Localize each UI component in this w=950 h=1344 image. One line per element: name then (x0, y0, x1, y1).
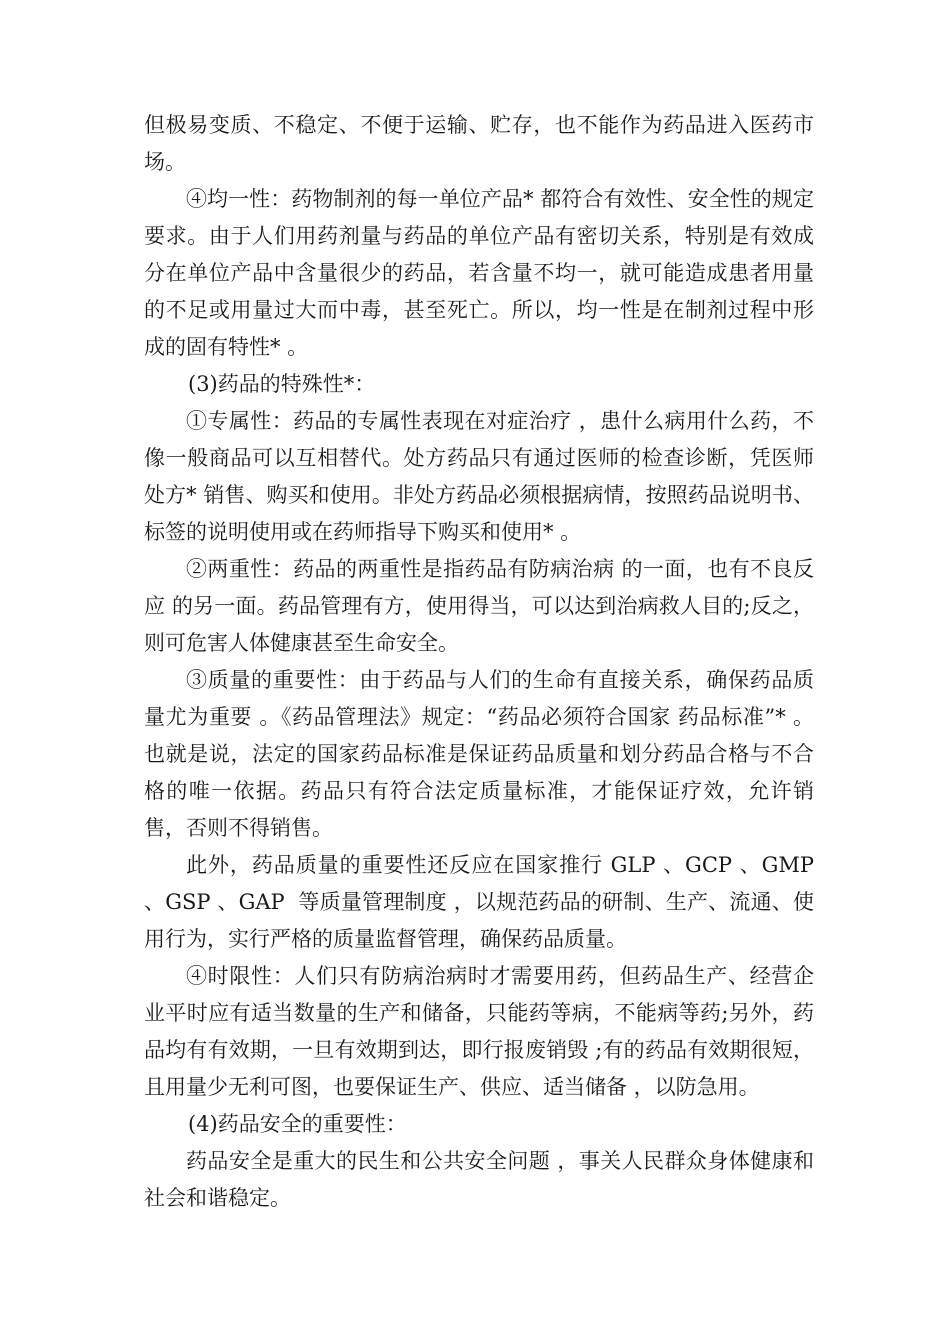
section-heading-special-properties: (3)药品的特殊性*： (188, 372, 376, 396)
paragraph-uniformity: ④均一性：药物制剂的每一单位产品* 都符合有效性、安全性的规定要求。由于人们用药剂量与药品的单位产品有密切关系，特别是有效成分在单位产品中含量很少的药品，若含量不均一，就可能造成患者用量的不足或用量过大而中毒，甚至死亡。所以，均一性是在制剂过程中形成的固有特性* 。 (144, 187, 814, 359)
paragraph-quality-importance: ③质量的重要性：由于药品与人们的生命有直接关系，确保药品质量尤为重要 。《药品管理法》规定：“药品必须符合国家 药品标准”* 。也就是说，法定的国家药品标准是保证药品质量和划分药品合格与不合格的唯一依据。药品只有符合法定质量标准，才能保证疗效，允许销售，否则不得销售。 (144, 668, 814, 840)
paragraph-specificity: ①专属性：药品的专属性表现在对症治疗 ，患什么病用什么药，不像一般商品可以互相替代。处方药品只有通过医师的检查诊断，凭医师处方* 销售、购买和使用。非处方药品必须根据病情，按照药品说明书、标签的说明使用或在药师指导下购买和使用* 。 (144, 409, 814, 544)
paragraph-time-limit: ④时限性：人们只有防病治病时才需要用药，但药品生产、经营企业平时应有适当数量的生产和储备，只能药等病，不能病等药;另外，药品均有有效期，一旦有效期到达，即行报废销毁 ;有的药品有效期很短，且用量少无利可图，也要保证生产、供应、适当储备 ，以防急用。 (144, 964, 814, 1099)
paragraph-quality-systems: 此外，药品质量的重要性还反应在国家推行 GLP 、GCP 、GMP 、GSP 、GAP 等质量管理制度 ，以规范药品的研制、生产、流通、使用行为，实行严格的质量监督管理，确保药品质量。 (144, 853, 828, 951)
paragraph-drug-safety: 药品安全是重大的民生和公共安全问题 ，事关人民群众身体健康和社会和谐稳定。 (144, 1149, 814, 1210)
section-heading-safety-importance: (4)药品安全的重要性： (188, 1112, 407, 1136)
paragraph-duality: ②两重性：药品的两重性是指药品有防病治病 的一面，也有不良反应 的另一面。药品管理有方，使用得当，可以达到治病救人目的;反之，则可危害人体健康甚至生命安全。 (144, 557, 814, 655)
paragraph-continuation: 但极易变质、不稳定、不便于运输、贮存，也不能作为药品进入医药市场。 (144, 113, 814, 174)
document-body (144, 107, 828, 1217)
